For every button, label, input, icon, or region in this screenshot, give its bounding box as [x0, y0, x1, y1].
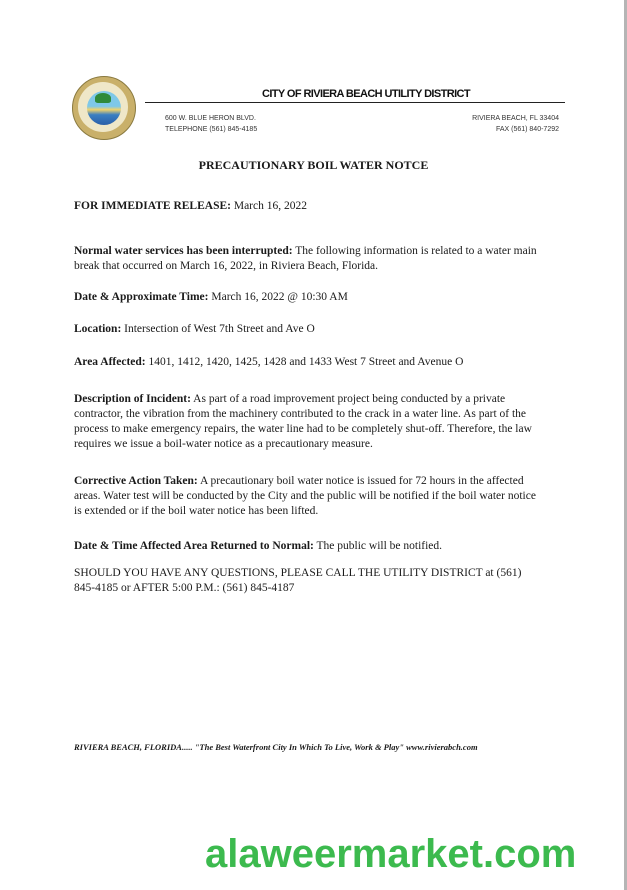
- area-affected: Area Affected: 1401, 1412, 1420, 1425, 1428 and 1433 West 7 Street and Avenue O: [74, 356, 464, 368]
- incident-description: Description of Incident: As part of a road improvement project being conducted by a private contractor, the vibration from the machinery contributed to the crack in a water line. As part of the process to make emergency repairs, the water line had to be completely shut-off. Therefore, the law requires we issue a boil-water notice as a precautionary measure.: [74, 393, 532, 450]
- city-seal-logo: [72, 76, 136, 140]
- date-time: Date & Approximate Time: March 16, 2022 @ 10:30 AM: [74, 291, 348, 303]
- contact-info: SHOULD YOU HAVE ANY QUESTIONS, PLEASE CALL THE UTILITY DISTRICT at (561) 845-4185 or AFTER 5:00 P.M.: (561) 845-4187: [74, 567, 522, 594]
- notice-title: PRECAUTIONARY BOIL WATER NOTCE: [198, 158, 429, 172]
- service-interruption: Normal water services has been interrupted: The following information is related to a water main break that occurred on March 16, 2022, in Riviera Beach, Florida.: [74, 245, 537, 272]
- organization-name: CITY OF RIVIERA BEACH UTILITY DISTRICT: [262, 88, 471, 100]
- header-divider: [145, 102, 565, 103]
- footer-tagline: RIVIERA BEACH, FLORIDA..... "The Best Waterfront City In Which To Live, Work & Play" www.rivierabch.com: [74, 742, 478, 752]
- corrective-action: Corrective Action Taken: A precautionary boil water notice is issued for 72 hours in the affected areas. Water test will be conducted by the City and the public will be notified if the boil water notice is extended or if the boil water notice has been lifted.: [74, 475, 536, 517]
- address-left: [165, 113, 257, 135]
- telephone: TELEPHONE (561) 845-4185: [165, 126, 258, 133]
- fax: FAX (561) 840-7292: [495, 126, 559, 133]
- release-date: FOR IMMEDIATE RELEASE: March 16, 2022: [74, 200, 307, 212]
- watermark-text: alaweermarket.com: [205, 832, 577, 876]
- address-right: [472, 113, 559, 135]
- street-address: 600 W. BLUE HERON BLVD.: [165, 115, 256, 122]
- city-state-zip: RIVIERA BEACH, FL 33404: [472, 115, 559, 122]
- return-to-normal: Date & Time Affected Area Returned to Normal: The public will be notified.: [74, 540, 443, 552]
- location: Location: Intersection of West 7th Street and Ave O: [74, 323, 315, 335]
- palm-tree-icon: [95, 93, 111, 103]
